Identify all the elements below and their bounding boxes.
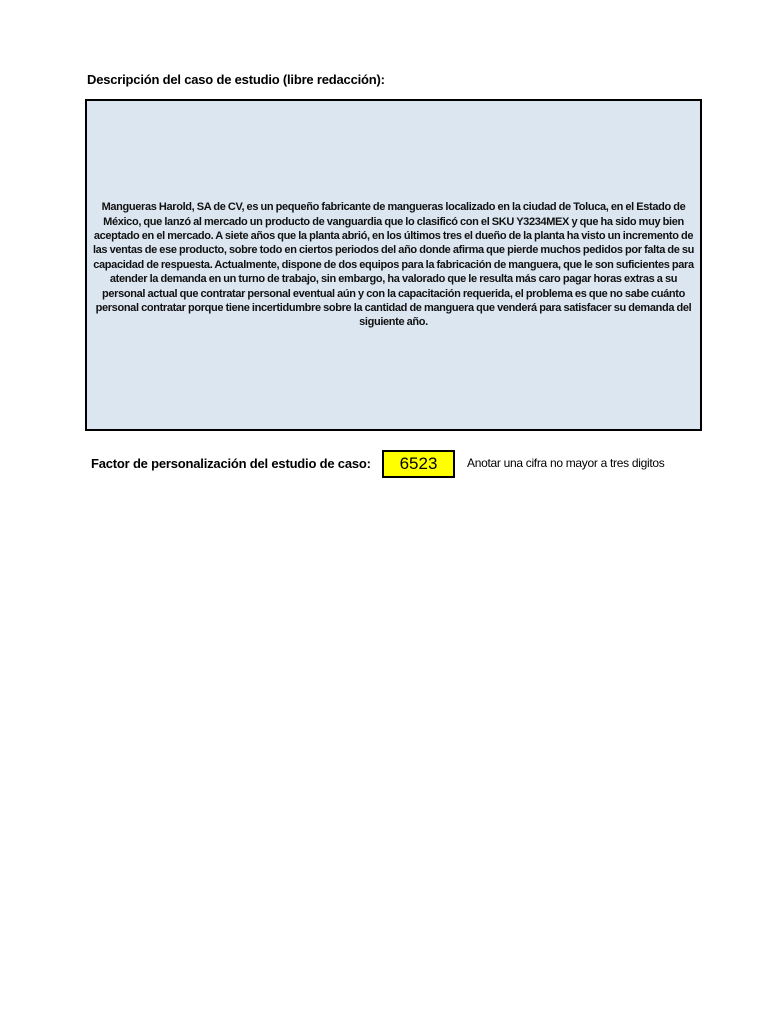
case-description-text: Mangueras Harold, SA de CV, es un pequeño fabricante de mangueras localizado en la ciudad de Toluca, en el Estado de México, que lanzó al mercado un producto de vanguardia que lo clasificó con el SKU Y3234MEX y que ha sido muy bien aceptado en el mercado. A siete años que la planta abrió, en los últimos tres el dueño de la planta ha visto un incremento de las ventas de ese producto, sobre todo en ciertos periodos del año donde afirma que pierde muchos pedidos por falta de su capacidad de respuesta. Actualmente, dispone de dos equipos para la fabricación de manguera, que le son suficientes para atender la demanda en un turno de trabajo, sin embargo, ha valorado que le resulta más caro pagar horas extras a su personal actual que contratar personal eventual aún y con la capacitación requerida, el problema es que no sabe cuánto personal contratar porque tiene incertidumbre sobre la cantidad de manguera que venderá para satisfacer su demanda del siguiente año. xyxy=(92,201,695,329)
case-description-box[interactable] xyxy=(85,99,702,431)
factor-instruction-note: Anotar una cifra no mayor a tres digitos xyxy=(467,456,665,470)
factor-value-cell[interactable]: 6523 xyxy=(382,450,455,478)
factor-label: Factor de personalización del estudio de caso: xyxy=(91,456,371,471)
case-description-heading: Descripción del caso de estudio (libre redacción): xyxy=(87,72,385,87)
